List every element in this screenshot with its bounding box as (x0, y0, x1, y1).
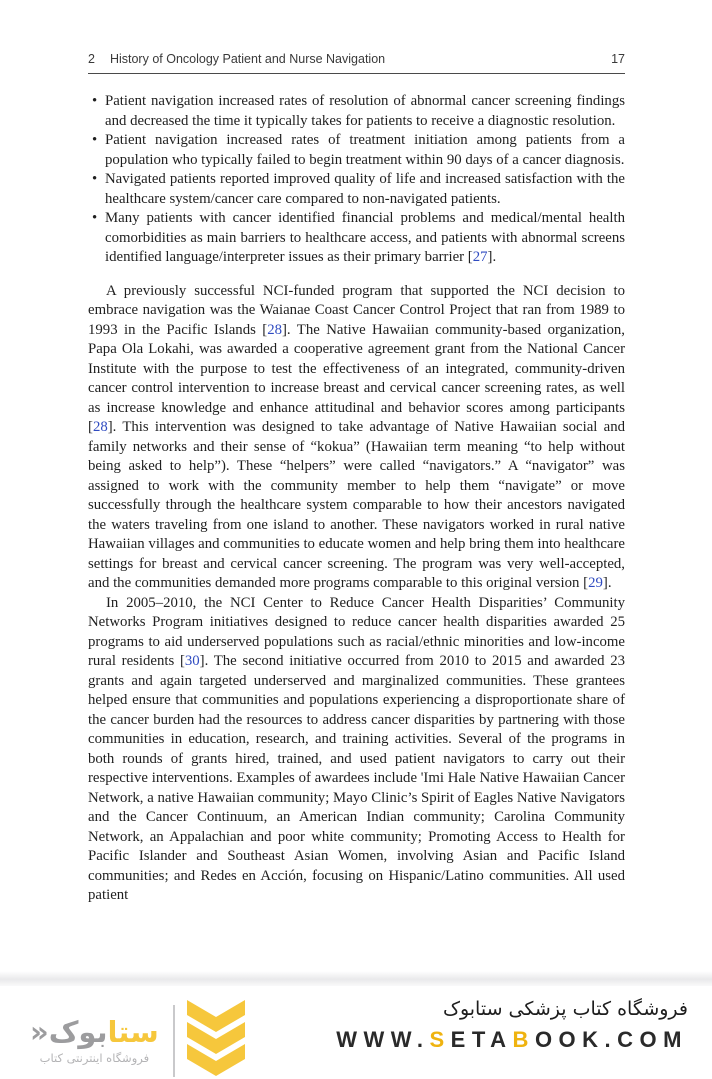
chapter-number: 2 (88, 52, 95, 66)
page-bottom-shadow (0, 971, 712, 986)
bullet-item: • Patient navigation increased rates of treatment initiation among patients from a population who typically failed to begin treatment within 90 days of a cancer diagnosis. (105, 131, 625, 170)
footer-right-block (336, 996, 700, 1053)
wordmark-gray-part: بوک (48, 1014, 108, 1049)
bullet-list (88, 92, 625, 268)
citation-link[interactable]: 28 (267, 321, 282, 338)
citation-link[interactable]: 30 (184, 653, 200, 669)
url-highlight-letter: B (512, 1027, 535, 1052)
citation-link[interactable]: 29 (588, 575, 603, 591)
url-text: WWW. (336, 1027, 430, 1052)
bullet-item: • Navigated patients reported improved quality of life and increased satisfaction with the healthcare system/cancer care compared to non-navigated patients. (105, 170, 625, 209)
store-title: فروشگاه کتاب پزشکی ستابوک (442, 998, 688, 1020)
logo-wordmark (30, 1014, 159, 1049)
body-paragraph: A previously successful NCI-funded program that supported the NCI decision to embrace navigation was the Waianae Coast Cancer Control Project that ran from 1989 to 1993 in the Pacific Islands [28]. The Native Hawaiian community-based organization, Papa Ola Lokahi, was awarded a cooperative agreement grant from the National Cancer Institute with the purpose to test the effectiveness of an integrated, community-driven cancer control intervention to increase breast and cervical cancer screening rates, as well as increase knowledge and enhance attitudinal and behavior scores among participants [28]. This intervention was designed to take advantage of Native Hawaiian social and family networks and their sense of “kokua” (Hawaiian term meaning “to help without being asked to help”). These “helpers” were called “navigators.” A “navigator” was assigned to work with the community member to help them “navigate” or move successfully through the healthcare system comparable to how their ancestors navigated the waters traveling from one island to another. These navigators worked in rural native Hawaiian villages and communities to educate women and help bring them into healthcare settings for breast and cervical cancer screening. The program was very well-accepted, and the communities demanded more programs comparable to this original version [29]. (88, 282, 625, 591)
site-url[interactable] (336, 1027, 688, 1053)
logo-tagline: فروشگاه اینترنتی کتاب (39, 1051, 150, 1066)
footer-banner (0, 986, 712, 1079)
body-paragraph: In 2005–2010, the NCI Center to Reduce Cancer Health Disparities’ Community Networks Program initiatives designed to reduce cancer health disparities awarded 25 programs to aid underserved populations such as racial/ethnic minorities and low-income rural residents [30]. The second initiative occurred from 2010 to 2015 and awarded 23 grants and again targeted underserved and marginalized communities. These grantees helped ensure that communities and populations experiencing a disproportionate share of the cancer burden had the resources to address cancer disparities by partnering with those communities in education, research, and training activities. Several of the programs in both rounds of grants hired, trained, and used patient navigators to carry out their respective interventions. Examples of awardees include 'Imi Hale Native Hawaiian Cancer Network, a native Hawaiian community; Mayo Clinic’s Spirit of Eagles Native Navigators and the Cancer Continuum, an American Indian community; Carolina Community Network, an Appalachian and poor white community; Promoting Access to Health for Pacific Islander and Southeast Asian Women, involving Asian and Pacific Island communities; and Redes en Acción, focusing on Hispanic/Latino communities. All used patient (88, 594, 625, 903)
wordmark-yellow-part: ستا (107, 1014, 159, 1049)
page-number: 17 (611, 52, 625, 66)
setabook-logo (30, 1000, 245, 1079)
logo-wordmark-block (30, 1014, 159, 1066)
logo-divider (173, 1005, 175, 1077)
stacked-chevrons-book-icon (187, 1000, 245, 1079)
wordmark-guillemet: « (30, 1014, 49, 1049)
bullet-item: • Many patients with cancer identified financial problems and medical/mental health comorbidities as main barriers to healthcare access, and patients with abnormal screens identified language/interpreter issues as their primary barrier [27]. (105, 209, 625, 268)
citation-link[interactable]: 28 (92, 419, 108, 435)
url-text: ETA (450, 1027, 513, 1052)
url-highlight-letter: S (429, 1027, 451, 1052)
body-text (88, 92, 625, 906)
chapter-title: History of Oncology Patient and Nurse Navigation (109, 52, 386, 66)
url-text: OOK.COM (534, 1027, 688, 1052)
citation-link[interactable]: 27 (472, 249, 488, 265)
bullet-item: • Patient navigation increased rates of resolution of abnormal cancer screening findings and decreased the time it typically takes for patients to receive a diagnostic resolution. (105, 92, 625, 131)
running-header (88, 52, 625, 74)
paragraphs-container (88, 282, 625, 906)
